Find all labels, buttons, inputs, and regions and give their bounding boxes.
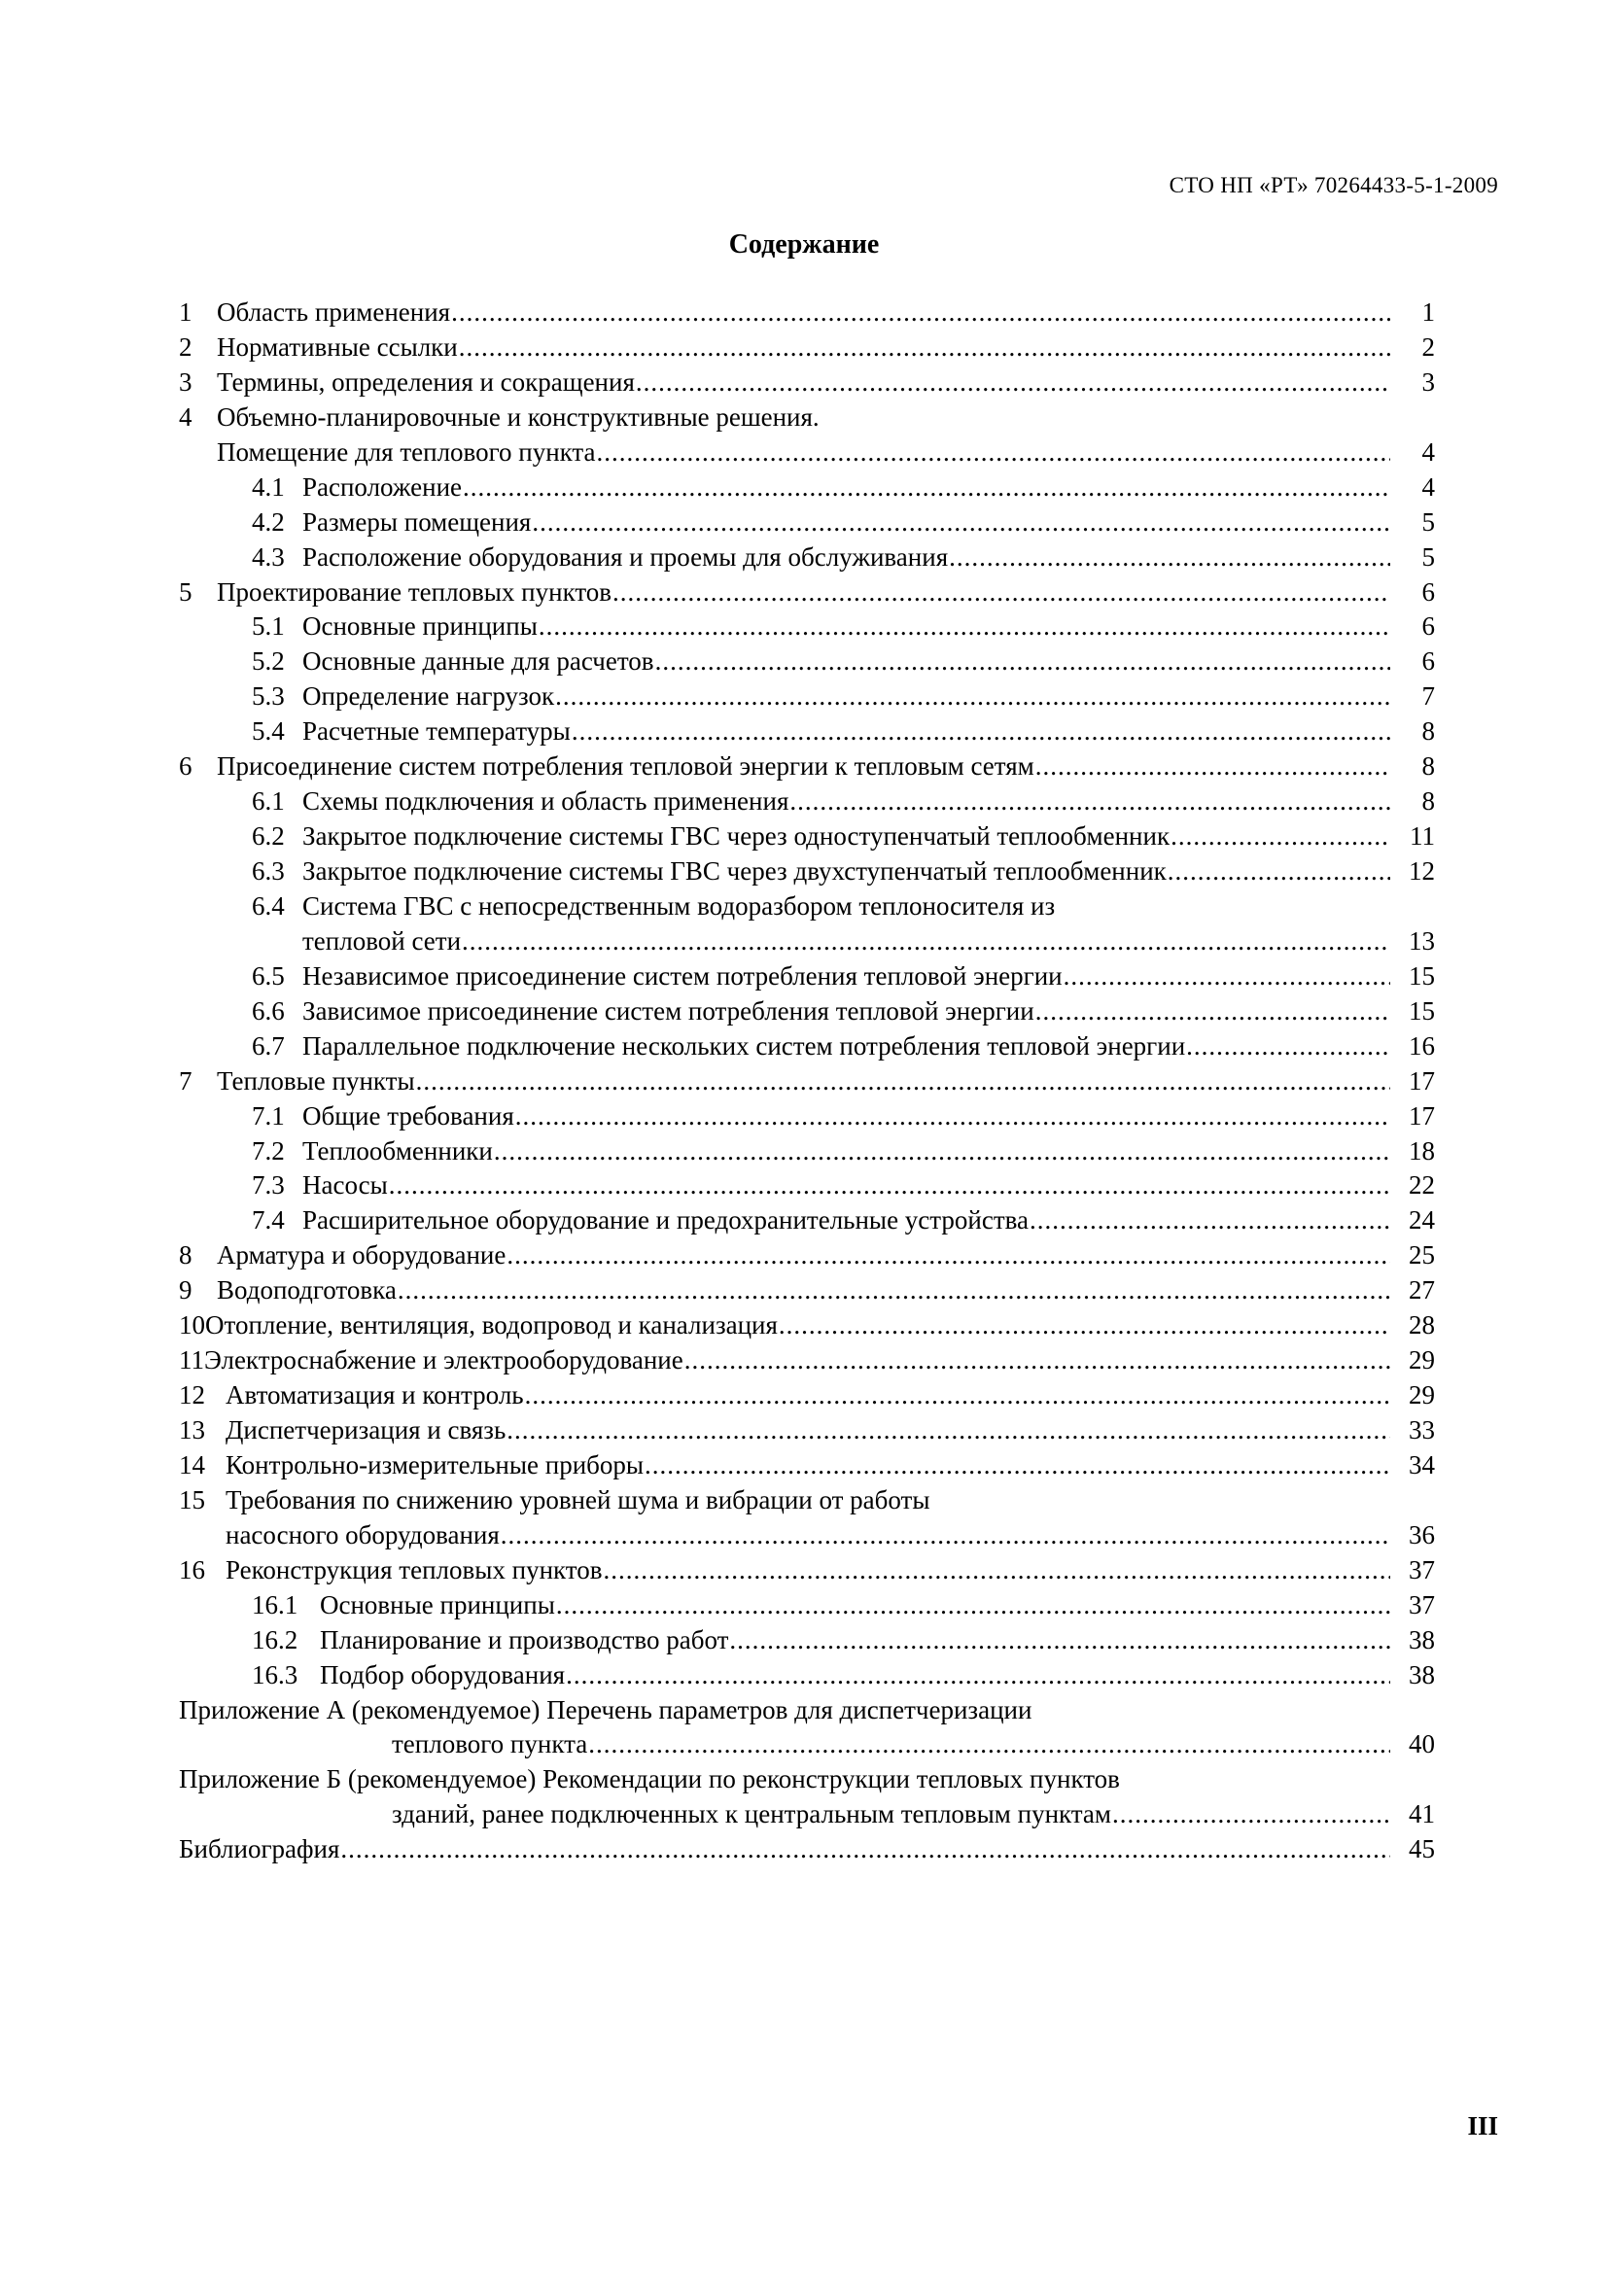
page-number: III bbox=[1467, 2111, 1498, 2140]
toc-entry-number: 6.6 bbox=[252, 995, 285, 1026]
toc-entry-number: 6.2 bbox=[252, 821, 285, 852]
toc-dot-leader bbox=[1171, 819, 1390, 854]
toc-dot-leader bbox=[462, 924, 1390, 959]
toc-subentry[interactable] bbox=[179, 1623, 1435, 1658]
toc-entry-title: Основные принципы bbox=[320, 1589, 555, 1619]
toc-entry-title: Закрытое подключение системы ГВС через двухступенчатый теплообменник bbox=[302, 856, 1167, 886]
toc-entry-title: Реконструкция тепловых пунктов bbox=[226, 1554, 603, 1584]
toc-entry-number: 4 bbox=[179, 401, 192, 432]
toc-entry-title: Область применения bbox=[217, 297, 451, 327]
toc-entry-title: Зависимое присоединение систем потребления тепловой энергии bbox=[302, 995, 1034, 1026]
toc-dot-leader bbox=[507, 1238, 1390, 1273]
toc-entry-page: 4 bbox=[1421, 471, 1435, 502]
toc-entry-continuation[interactable] bbox=[179, 1797, 1435, 1832]
toc-subentry[interactable] bbox=[179, 889, 1435, 924]
toc-subentry[interactable] bbox=[179, 1658, 1435, 1693]
toc-subentry[interactable] bbox=[179, 1203, 1435, 1238]
table-of-contents bbox=[179, 296, 1435, 1867]
toc-appendix-entry[interactable] bbox=[179, 1693, 1435, 1728]
toc-entry-page: 45 bbox=[1409, 1834, 1435, 1864]
toc-entry-page: 15 bbox=[1409, 995, 1435, 1026]
toc-entry-continuation[interactable] bbox=[179, 1518, 1435, 1553]
toc-entry-title: теплового пункта bbox=[392, 1729, 588, 1759]
toc-subentry[interactable] bbox=[179, 609, 1435, 644]
toc-entry-number: 5 bbox=[179, 576, 192, 607]
toc-entry-page: 38 bbox=[1409, 1659, 1435, 1689]
toc-entry-page: 12 bbox=[1409, 856, 1435, 886]
toc-subentry[interactable] bbox=[179, 470, 1435, 505]
toc-entry-number: 12 bbox=[179, 1380, 205, 1410]
toc-entry-page: 24 bbox=[1409, 1205, 1435, 1235]
toc-entry-title: Расширительное оборудование и предохранительные устройства bbox=[302, 1205, 1030, 1235]
toc-entry-number: 9 bbox=[179, 1275, 192, 1305]
toc-entry-title: Размеры помещения bbox=[302, 506, 532, 537]
toc-dot-leader bbox=[636, 365, 1390, 400]
toc-entry[interactable] bbox=[179, 400, 1435, 435]
toc-subentry[interactable] bbox=[179, 854, 1435, 889]
toc-dot-leader bbox=[779, 1308, 1390, 1343]
toc-entry-page: 8 bbox=[1421, 786, 1435, 817]
toc-entry-title: Требования по снижению уровней шума и вибрации от работы bbox=[226, 1484, 930, 1514]
toc-entry-number: 7.3 bbox=[252, 1170, 285, 1200]
toc-entry-page: 17 bbox=[1409, 1100, 1435, 1131]
toc-entry-page: 3 bbox=[1421, 366, 1435, 397]
toc-entry-title: Отопление, вентиляция, водопровод и канализация bbox=[205, 1310, 778, 1340]
toc-dot-leader bbox=[1035, 994, 1390, 1029]
toc-dot-leader bbox=[597, 435, 1390, 470]
toc-entry-number: 10 bbox=[179, 1310, 205, 1340]
toc-dot-leader bbox=[463, 470, 1390, 505]
toc-entry[interactable] bbox=[179, 749, 1435, 784]
toc-entry-number: 13 bbox=[179, 1415, 205, 1444]
toc-entry-page: 27 bbox=[1409, 1275, 1435, 1305]
toc-subentry[interactable] bbox=[179, 540, 1435, 575]
toc-entry-number: 15 bbox=[179, 1484, 205, 1514]
toc-entry-page: 4 bbox=[1421, 436, 1435, 467]
toc-entry-page: 40 bbox=[1409, 1729, 1435, 1759]
toc-subentry[interactable] bbox=[179, 1029, 1435, 1064]
toc-entry-page: 18 bbox=[1409, 1135, 1435, 1165]
toc-dot-leader bbox=[729, 1623, 1390, 1658]
toc-subentry[interactable] bbox=[179, 1588, 1435, 1623]
toc-dot-leader bbox=[451, 296, 1390, 330]
toc-entry-number: 7.2 bbox=[252, 1135, 285, 1165]
toc-entry-page: 6 bbox=[1421, 611, 1435, 642]
toc-entry[interactable] bbox=[179, 330, 1435, 365]
toc-bibliography-entry[interactable] bbox=[179, 1832, 1435, 1867]
toc-entry-page: 8 bbox=[1421, 716, 1435, 747]
toc-dot-leader bbox=[949, 540, 1390, 575]
toc-subentry[interactable] bbox=[179, 959, 1435, 994]
toc-entry-page: 17 bbox=[1409, 1065, 1435, 1096]
toc-entry-title: Контрольно-измерительные приборы bbox=[226, 1449, 645, 1479]
toc-entry-title: Теплообменники bbox=[302, 1135, 493, 1165]
toc-entry-number: 11 bbox=[179, 1345, 204, 1375]
toc-subentry[interactable] bbox=[179, 505, 1435, 540]
toc-entry-page: 37 bbox=[1409, 1554, 1435, 1584]
toc-entry-continuation[interactable] bbox=[179, 1727, 1435, 1762]
toc-entry-page: 28 bbox=[1409, 1310, 1435, 1340]
toc-entry-number: 7.1 bbox=[252, 1100, 285, 1131]
toc-entry-page: 29 bbox=[1409, 1380, 1435, 1410]
toc-entry-number: 2 bbox=[179, 331, 192, 362]
toc-entry[interactable] bbox=[179, 1553, 1435, 1588]
toc-entry[interactable] bbox=[179, 1413, 1435, 1448]
toc-subentry[interactable] bbox=[179, 714, 1435, 749]
toc-entry-continuation[interactable] bbox=[179, 924, 1435, 959]
toc-entry[interactable] bbox=[179, 1308, 1435, 1343]
toc-entry-title: Подбор оборудования bbox=[320, 1659, 566, 1689]
toc-dot-leader bbox=[532, 505, 1390, 540]
toc-entry[interactable] bbox=[179, 1273, 1435, 1308]
toc-entry-number: 16.2 bbox=[252, 1624, 298, 1654]
toc-dot-leader bbox=[501, 1518, 1390, 1553]
toc-entry-number: 5.1 bbox=[252, 611, 285, 642]
toc-entry-title: Насосы bbox=[302, 1170, 388, 1200]
toc-subentry[interactable] bbox=[179, 1168, 1435, 1203]
toc-entry[interactable] bbox=[179, 1378, 1435, 1413]
toc-entry-number: 16.1 bbox=[252, 1589, 298, 1619]
toc-entry-page: 16 bbox=[1409, 1030, 1435, 1061]
toc-dot-leader bbox=[1035, 749, 1390, 784]
toc-entry-number: 6.4 bbox=[252, 890, 285, 921]
toc-entry-page: 13 bbox=[1409, 925, 1435, 956]
toc-subentry[interactable] bbox=[179, 644, 1435, 679]
toc-entry-page: 34 bbox=[1409, 1449, 1435, 1479]
toc-dot-leader bbox=[1186, 1029, 1390, 1064]
toc-entry-page: 6 bbox=[1421, 646, 1435, 677]
toc-entry-page: 37 bbox=[1409, 1589, 1435, 1619]
toc-entry[interactable] bbox=[179, 1483, 1435, 1518]
toc-dot-leader bbox=[515, 1099, 1390, 1134]
toc-entry-title: Основные данные для расчетов bbox=[302, 646, 654, 677]
toc-entry-title: Приложение А (рекомендуемое) Перечень параметров для диспетчеризации bbox=[179, 1694, 1032, 1724]
toc-entry-title: насосного оборудования bbox=[226, 1519, 500, 1549]
toc-dot-leader bbox=[603, 1553, 1390, 1588]
toc-entry-number: 6.5 bbox=[252, 960, 285, 991]
toc-entry-title: Расположение оборудования и проемы для обслуживания bbox=[302, 541, 949, 572]
toc-dot-leader bbox=[789, 784, 1390, 819]
document-code: СТО НП «РТ» 70264433-5-1-2009 bbox=[1169, 173, 1498, 197]
toc-entry-title: Автоматизация и контроль bbox=[226, 1380, 524, 1410]
toc-dot-leader bbox=[1064, 959, 1390, 994]
toc-entry-number: 5.3 bbox=[252, 681, 285, 712]
toc-entry-title: Помещение для теплового пункта bbox=[217, 436, 596, 467]
toc-entry-page: 11 bbox=[1410, 821, 1435, 852]
toc-entry-number: 1 bbox=[179, 297, 192, 327]
toc-entry-title: Водоподготовка bbox=[217, 1275, 397, 1305]
toc-dot-leader bbox=[459, 330, 1390, 365]
toc-entry-title: Проектирование тепловых пунктов bbox=[217, 576, 612, 607]
toc-entry-title: Расчетные температуры bbox=[302, 716, 571, 747]
toc-entry-title: тепловой сети bbox=[302, 925, 462, 956]
toc-entry-title: Тепловые пункты bbox=[217, 1065, 415, 1096]
toc-entry-page: 36 bbox=[1409, 1519, 1435, 1549]
toc-entry-number: 7 bbox=[179, 1065, 192, 1096]
toc-appendix-entry[interactable] bbox=[179, 1762, 1435, 1797]
toc-entry-number: 6.1 bbox=[252, 786, 285, 817]
toc-entry-page: 33 bbox=[1409, 1415, 1435, 1444]
toc-entry-number: 16.3 bbox=[252, 1659, 298, 1689]
toc-entry-number: 5.2 bbox=[252, 646, 285, 677]
toc-entry-page: 15 bbox=[1409, 960, 1435, 991]
toc-entry-title: Общие требования bbox=[302, 1100, 514, 1131]
toc-entry-number: 6 bbox=[179, 751, 192, 782]
toc-dot-leader bbox=[588, 1727, 1390, 1762]
toc-entry-page: 6 bbox=[1421, 576, 1435, 607]
toc-subentry[interactable] bbox=[179, 679, 1435, 714]
toc-dot-leader bbox=[684, 1343, 1390, 1378]
toc-entry-title: Нормативные ссылки bbox=[217, 331, 458, 362]
toc-entry-number: 6.7 bbox=[252, 1030, 285, 1061]
toc-dot-leader bbox=[612, 575, 1390, 610]
toc-dot-leader bbox=[389, 1168, 1390, 1203]
toc-entry[interactable] bbox=[179, 296, 1435, 330]
toc-entry-continuation[interactable] bbox=[179, 435, 1435, 470]
toc-entry-page: 38 bbox=[1409, 1624, 1435, 1654]
toc-entry-title: Схемы подключения и область применения bbox=[302, 786, 789, 817]
toc-entry-title: Независимое присоединение систем потребления тепловой энергии bbox=[302, 960, 1063, 991]
toc-dot-leader bbox=[525, 1378, 1390, 1413]
toc-dot-leader bbox=[340, 1832, 1390, 1867]
toc-entry-title: Основные принципы bbox=[302, 611, 538, 642]
toc-entry[interactable] bbox=[179, 365, 1435, 400]
toc-entry-page: 41 bbox=[1409, 1799, 1435, 1829]
toc-dot-leader bbox=[572, 714, 1390, 749]
toc-dot-leader bbox=[507, 1413, 1390, 1448]
toc-entry-page: 29 bbox=[1409, 1345, 1435, 1375]
toc-dot-leader bbox=[1168, 854, 1390, 889]
toc-entry[interactable] bbox=[179, 1343, 1435, 1378]
toc-entry-number: 4.2 bbox=[252, 506, 285, 537]
toc-entry-title: Система ГВС с непосредственным водоразбором теплоносителя из bbox=[302, 890, 1056, 921]
toc-entry-title: Параллельное подключение нескольких систем потребления тепловой энергии bbox=[302, 1030, 1186, 1061]
toc-entry-title: Библиография bbox=[179, 1834, 340, 1864]
toc-entry-title: Определение нагрузок bbox=[302, 681, 555, 712]
page-title: Содержание bbox=[728, 229, 880, 260]
toc-subentry[interactable] bbox=[179, 819, 1435, 854]
toc-entry-number: 6.3 bbox=[252, 856, 285, 886]
toc-entry-number: 4.1 bbox=[252, 471, 285, 502]
toc-entry-page: 5 bbox=[1421, 541, 1435, 572]
toc-subentry[interactable] bbox=[179, 1099, 1435, 1134]
toc-subentry[interactable] bbox=[179, 994, 1435, 1029]
toc-entry-title: Планирование и производство работ bbox=[320, 1624, 729, 1654]
toc-entry-title: Закрытое подключение системы ГВС через одноступенчатый теплообменник bbox=[302, 821, 1171, 852]
toc-entry-number: 7.4 bbox=[252, 1205, 285, 1235]
toc-entry-page: 2 bbox=[1421, 331, 1435, 362]
toc-entry-title: Объемно-планировочные и конструктивные решения. bbox=[217, 401, 820, 432]
toc-dot-leader bbox=[556, 1588, 1390, 1623]
toc-entry-title: Арматура и оборудование bbox=[217, 1240, 507, 1270]
toc-entry-number: 4.3 bbox=[252, 541, 285, 572]
toc-entry-number: 5.4 bbox=[252, 716, 285, 747]
toc-dot-leader bbox=[555, 679, 1390, 714]
toc-dot-leader bbox=[416, 1064, 1390, 1099]
toc-entry-title: Расположение bbox=[302, 471, 463, 502]
toc-entry-title: зданий, ранее подключенных к центральным тепловым пунктам bbox=[392, 1799, 1111, 1829]
toc-entry-number: 3 bbox=[179, 366, 192, 397]
toc-entry-page: 22 bbox=[1409, 1170, 1435, 1200]
toc-entry-number: 14 bbox=[179, 1449, 205, 1479]
toc-dot-leader bbox=[655, 644, 1390, 679]
toc-subentry[interactable] bbox=[179, 784, 1435, 819]
toc-dot-leader bbox=[1030, 1203, 1390, 1238]
toc-entry-number: 16 bbox=[179, 1554, 205, 1584]
toc-entry-title: Электроснабжение и электрооборудование bbox=[204, 1345, 683, 1375]
toc-entry-page: 5 bbox=[1421, 506, 1435, 537]
toc-entry-page: 7 bbox=[1421, 681, 1435, 712]
toc-entry-title: Приложение Б (рекомендуемое) Рекомендации по реконструкции тепловых пунктов bbox=[179, 1764, 1120, 1794]
toc-entry[interactable] bbox=[179, 1238, 1435, 1273]
toc-dot-leader bbox=[645, 1448, 1390, 1483]
toc-entry-title: Термины, определения и сокращения bbox=[217, 366, 635, 397]
toc-entry[interactable] bbox=[179, 1448, 1435, 1483]
toc-subentry[interactable] bbox=[179, 1134, 1435, 1169]
toc-dot-leader bbox=[566, 1658, 1390, 1693]
toc-entry-page: 25 bbox=[1409, 1240, 1435, 1270]
toc-dot-leader bbox=[539, 609, 1390, 644]
toc-entry-number: 8 bbox=[179, 1240, 192, 1270]
toc-entry-title: Диспетчеризация и связь bbox=[226, 1415, 507, 1444]
toc-dot-leader bbox=[398, 1273, 1390, 1308]
toc-entry-page: 1 bbox=[1421, 297, 1435, 327]
toc-entry-title: Присоединение систем потребления тепловой энергии к тепловым сетям bbox=[217, 751, 1034, 782]
toc-dot-leader bbox=[494, 1134, 1390, 1169]
toc-entry-page: 8 bbox=[1421, 751, 1435, 782]
toc-dot-leader bbox=[1112, 1797, 1390, 1832]
toc-entry[interactable] bbox=[179, 1064, 1435, 1099]
toc-entry[interactable] bbox=[179, 575, 1435, 610]
